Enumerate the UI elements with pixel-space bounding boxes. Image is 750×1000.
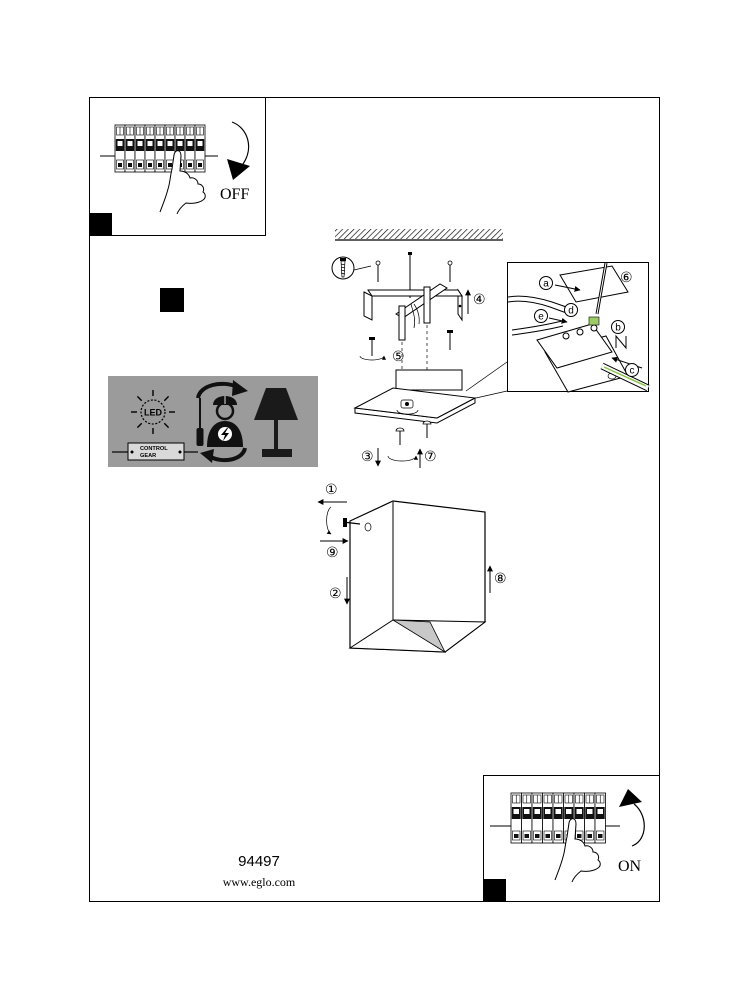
breaker-module <box>595 793 606 843</box>
breaker-module <box>543 793 554 843</box>
terminal-label-e-text: e <box>538 311 544 323</box>
breaker-module <box>553 793 564 843</box>
led-label: LED <box>144 407 162 418</box>
terminal-label-a <box>540 277 553 290</box>
breaker-module <box>185 125 195 172</box>
terminal-label-b-text: b <box>615 322 621 334</box>
terminal-label-c <box>626 364 639 377</box>
power-on-label: ON <box>618 858 642 875</box>
wiring-detail-inset <box>508 263 649 393</box>
breaker-panel <box>511 793 606 843</box>
step-3-label: ③ <box>361 449 374 465</box>
breaker-module <box>115 125 125 172</box>
breaker-module <box>532 793 543 843</box>
step-marker-square <box>483 879 506 902</box>
terminal-label-c-text: c <box>629 365 635 377</box>
step-8-label: ⑧ <box>494 571 507 587</box>
step-1-label: ① <box>325 482 338 498</box>
control-gear-label-line2: GEAR <box>140 453 157 459</box>
step-7-label: ⑦ <box>424 449 437 465</box>
terminal-label-b <box>612 321 625 334</box>
power-off-label: OFF <box>220 186 250 203</box>
ceiling-hatch <box>335 229 503 239</box>
step-5-label: ⑤ <box>392 349 405 365</box>
breaker-module <box>585 793 596 843</box>
step-9-label: ⑨ <box>326 545 339 561</box>
control-gear-label-line1: CONTROL <box>140 446 168 452</box>
breaker-module <box>125 125 135 172</box>
breaker-module <box>145 125 155 172</box>
breaker-module <box>135 125 145 172</box>
terminal-label-e <box>535 310 548 323</box>
breaker-module <box>511 793 522 843</box>
step-2-label: ② <box>329 586 342 602</box>
terminal-label-d <box>565 304 578 317</box>
step-4-label: ④ <box>473 292 486 308</box>
breaker-module <box>155 125 165 172</box>
website: www.eglo.com <box>222 875 296 889</box>
lamp-housing <box>350 501 485 652</box>
breaker-module <box>522 793 533 843</box>
step-6-label: ⑥ <box>620 270 633 286</box>
step-marker-square <box>89 213 112 236</box>
step-marker-square <box>160 288 184 312</box>
safety-icon-panel <box>108 376 318 467</box>
terminal-label-d-text: d <box>568 305 574 317</box>
breaker-module <box>195 125 205 172</box>
breaker-panel <box>115 125 205 172</box>
terminal-label-a-text: a <box>543 278 549 290</box>
model-number: 94497 <box>238 853 280 870</box>
